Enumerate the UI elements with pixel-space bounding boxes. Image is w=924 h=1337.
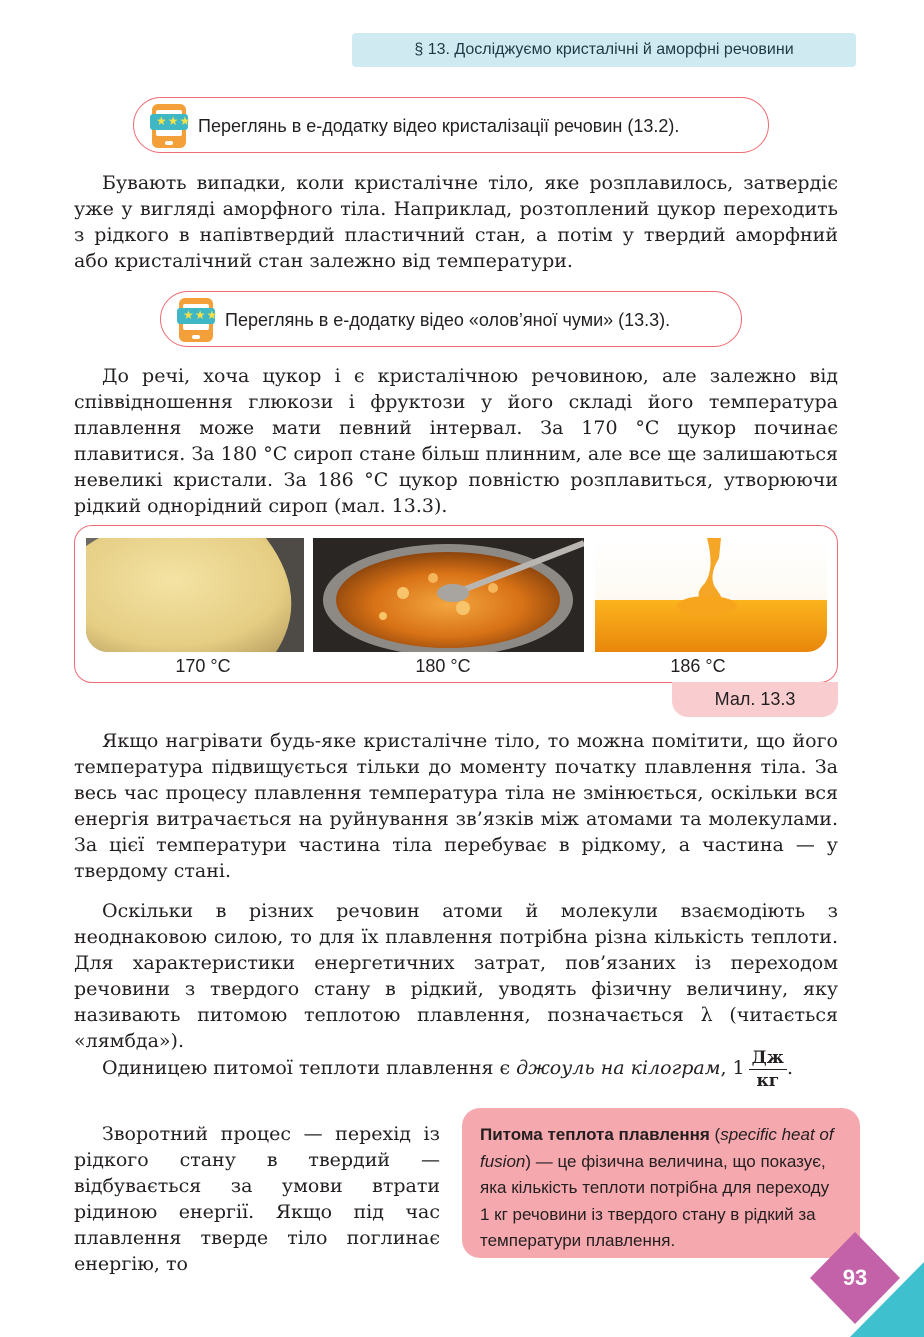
page-number-badge [810, 1232, 924, 1337]
definition-term: Питома теплота плавлення [480, 1125, 710, 1144]
paragraph-2: До речі, хоча цукор і є кристалічною речовиною, але залежно від співвідношення глюкози і фруктози у його складі його температура плавлення може мати певний інтервал. За 170 °С цукор починає плавитися. За 180 °С сироп стане більш плинним, але все ще залишаються невеликі кристали. За 186 °С цукор повністю розплавиться, утворюючи рідкий однорідний сироп (мал. 13.3). [74, 365, 838, 517]
photo-label-186: 186 °С [670, 656, 726, 676]
paragraph-5: Зворотний процес — перехід із рідкого стану в твердий — відбувається за умови втрати рідиною енергії. Якщо під час плавлення тверде тіло поглинає енергію, то [74, 1123, 440, 1275]
unit-prefix: Одиницею питомої теплоти плавлення є [102, 1057, 517, 1079]
callout-text: Переглянь в е-додатку відео кристалізації речовин (13.2). [198, 116, 680, 136]
phone-video-icon: ★★★ [179, 298, 213, 342]
sugar-180-photo [313, 538, 584, 652]
unit-fraction [749, 1047, 787, 1092]
video-callout-1[interactable] [133, 97, 769, 153]
definition-box [462, 1108, 860, 1258]
photo-label-180: 180 °С [415, 656, 471, 676]
page-number: 93 [842, 1265, 868, 1290]
section-header: § 13. Досліджуємо кристалічні й аморфні речовини [352, 33, 856, 67]
phone-video-icon: ★★★ [152, 104, 186, 148]
unit-separator: , [720, 1057, 733, 1079]
definition-text: ) — це фізична величина, що показує, яка кількість теплоти потрібна для переходу 1 кг речовини із твердого стану в рідкий за температури плавлення. [480, 1151, 830, 1250]
video-callout-2[interactable] [160, 291, 742, 347]
paragraph-3: Якщо нагрівати будь-яке кристалічне тіло, то можна помітити, що його температура підвищується тільки до моменту початку плавлення тіла. За весь час процесу плавлення температура тіла не змінюється, оскільки вся енергія витрачається на руйнування зв’язків між атомами та молекулами. За цієї температури частина тіла перебуває в рідкому, а частина — у твердому стані. [74, 730, 838, 882]
unit-numerator: Дж [749, 1047, 787, 1070]
photo-label-170: 170 °С [175, 656, 231, 676]
unit-statement [102, 1042, 793, 1094]
unit-number: 1 [732, 1057, 745, 1079]
unit-name: джоуль на кілограм [516, 1057, 721, 1079]
unit-suffix: . [786, 1057, 793, 1079]
sugar-170-photo [86, 538, 304, 652]
syrup-186-photo [595, 538, 827, 652]
definition-term-en: specific heat of fusion [480, 1125, 834, 1171]
figure-caption: Мал. 13.3 [672, 682, 838, 717]
unit-denominator: кг [756, 1070, 780, 1091]
callout-text: Переглянь в е-додатку відео «олов’яної чуми» (13.3). [225, 310, 671, 330]
definition-paren: ( [709, 1125, 721, 1144]
paragraph-1: Бувають випадки, коли кристалічне тіло, яке розплавилось, затвердіє уже у вигляді аморфного тіла. Наприклад, розтоплений цукор переходить з рідкого в напівтвердий пластичний стан, а потім у твердий аморфний або кристалічний стан залежно від температури. [74, 172, 838, 272]
paragraph-4: Оскільки в різних речовин атоми й молекули взаємодіють з неоднаковою силою, то для їх плавлення потрібна різна кількість теплоти. Для характеристики енергетичних затрат, пов’язаних із переходом речовини з твердого стану в рідкий, уводять фізичну величину, яку називають питомою теплотою плавлення, позначається λ (читається «лямбда»). [74, 900, 838, 1052]
